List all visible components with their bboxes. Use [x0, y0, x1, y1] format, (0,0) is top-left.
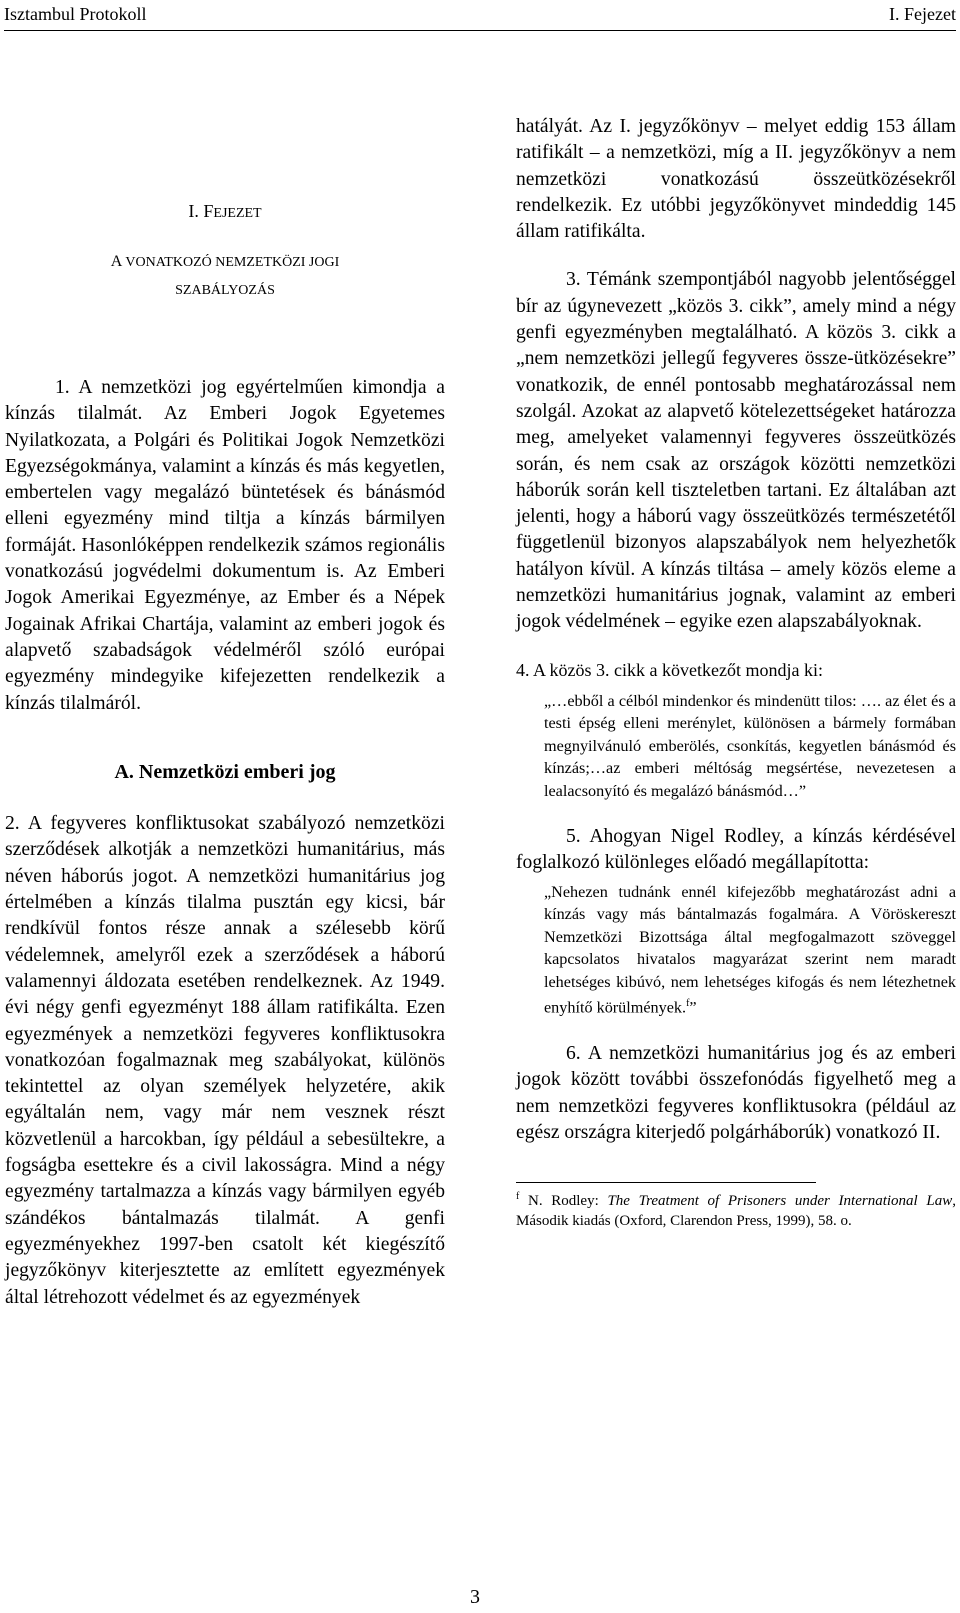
quote-rodley: „Nehezen tudnánk ennél kifejezőbb meghatározást adni a kínzás vagy más bántalmazás fogalmára. A Vöröskereszt Nemzetközi Bizottsága által megfogalmazott szöveggel kapcsolatos hivatalos magyarázat szerint nem maradt lehetséges kibúvó, nem lehetséges kifogás és nem létezhetnek enyhítő körülmények.$^f$”: [544, 882, 956, 1017]
footnote-divider: [516, 1182, 816, 1183]
paragraph-2-continued: hatályát. Az I. jegyzőkönyv – melyet eddig 153 állam ratifikált – a nemzetközi, míg a II. jegyzőkönyv a nem nemzetközi vonatkozású összeütközésekről rendelkezik. Ez utóbbi jegyzőkönyvet mindeddig 145 állam ratifikálta.: [516, 116, 956, 243]
page-number: 3: [470, 1586, 480, 1608]
paragraph-6: 6. A nemzetközi humanitárius jog és az emberi jogok között további összefonódás figyelhető meg a nem nemzetközi fegyveres konfliktusokra (például az egész országra kiterjedő polgárháborúk) vonatkozó II.: [516, 1043, 956, 1144]
section-title: A. Nemzetközi emberi jog: [114, 760, 336, 783]
paragraph-5: 5. Ahogyan Nigel Rodley, a kínzás kérdésével foglalkozó különleges előadó megállapította:: [516, 826, 956, 874]
header-document-title: Isztambul Protokoll: [4, 4, 147, 24]
page-header: [4, 4, 956, 31]
paragraph-2: 2. A fegyveres konfliktusokat szabályozó nemzetközi szerződések alkotják a nemzetközi humanitárius, más néven háborús jogot. A nemzetközi humanitárius jog értelmében a kínzás tilalma pusztán egy kicsi, bár rendkívül fontos része annak a szélesebb körű védelemnek, amelyről ezek a szerződések a háború valamennyi áldozata esetében rendelkeznek. Az 1949. évi négy genfi egyezményt 188 állam ratifikálta. Ezen egyezmények a nemzetközi fegyveres konfliktusokra vonatkozóan fogalmaznak meg szabályokat, különös tekintettel az olyan személyek helyzetére, akik egyáltalán nem, vagy már nem vesznek részt közvetlenül a harcokban, így például a sebesültekre, a fogságba esettekre és a civil lakosságra. Mind a négy egyezmény tartalmazza a kínzás vagy bármilyen egyéb szándékos bántalmazás tilalmát. A genfi egyezményekhez 1997-ben csatolt két kiegészítő jegyzőkönyv kiterjesztette az említett egyezmények által létrehozott védelmet és az egyezmények: [5, 813, 445, 1308]
chapter-subtitle: A VONATKOZÓ NEMZETKÖZI JOGI SZABÁLYOZÁS: [110, 253, 340, 298]
footnote: $^f$ N. Rodley: The Treatment of Prisoners under International Law, Második kiadás (Oxford, Clarendon Press, 1999), 58. o.: [516, 1191, 956, 1230]
paragraph-3: 3. Témánk szempontjából nagyobb jelentőséggel bír az úgynevezett „közös 3. cikk”, amely mind a négy genfi egyezményben megtalálható. A közös 3. cikk a „nem nemzetközi jellegű fegyveres össze-ütközésekre” vonatkozik, de ennél pontosabb meghatározással nem szolgál. Azokat az alapvető kötelezettségeket határozza meg, amelyeket valamennyi fegyveres összeütközés során, és nem csak az országok közötti nemzetközi háborúk során kell tiszteletben tartani. Ez általában azt jelenti, hogy a háború vagy összeütközés természetétől függetlenül bizonyos alapszabályok nem helyezhetők hatályon kívül. A kínzás tiltása – amely közös eleme a nemzetközi humanitárius jognak, valamint az emberi jogok védelmének – egyike ezen alapszabályoknak.: [516, 269, 956, 633]
paragraph-1: 1. A nemzetközi jog egyértelműen kimondja a kínzás tilalmát. Az Emberi Jogok Egyetemes Nyilatkozata, a Polgári és Politikai Jogok Nemzetközi Egyezségokmánya, valamint a kínzás és más kegyetlen, embertelen vagy megalázó büntetések és bánásmód elleni egyezmény mind tiltja a kínzás bármilyen formáját. Hasonlóképpen rendelkezik számos regionális vonatkozású jogvédelmi dokumentum is. Az Emberi Jogok Amerikai Egyezménye, az Ember és a Népek Jogainak Afrikai Chartája, valamint az emberi jogok és alapvető szabadságok védelméről szóló európai egyezmény mindegyike kifejezetten rendelkezik a kínzás tilalmáról.: [5, 377, 445, 714]
left-column: [5, 106, 445, 1311]
chapter-title: I. FEJEZET: [188, 201, 262, 221]
paragraph-4-heading: 4. A közös 3. cikk a következőt mondja ki:: [516, 659, 823, 680]
header-chapter: I. Fejezet: [889, 4, 956, 24]
footnote-ref[interactable]: f: [686, 998, 690, 1010]
right-column: [516, 114, 956, 1231]
quote-common-article-3: „…ebből a célból mindenkor és mindenütt tilos: …. az élet és a testi épség elleni merénylet, különösen a bármely formában megnyilvánuló emberölés, csonkítás, kegyetlen bánásmód és kínzás;…az emberi méltóság megsértése, nevezetesen a lealacsonyító és megalázó bánásmód…”: [544, 691, 956, 800]
